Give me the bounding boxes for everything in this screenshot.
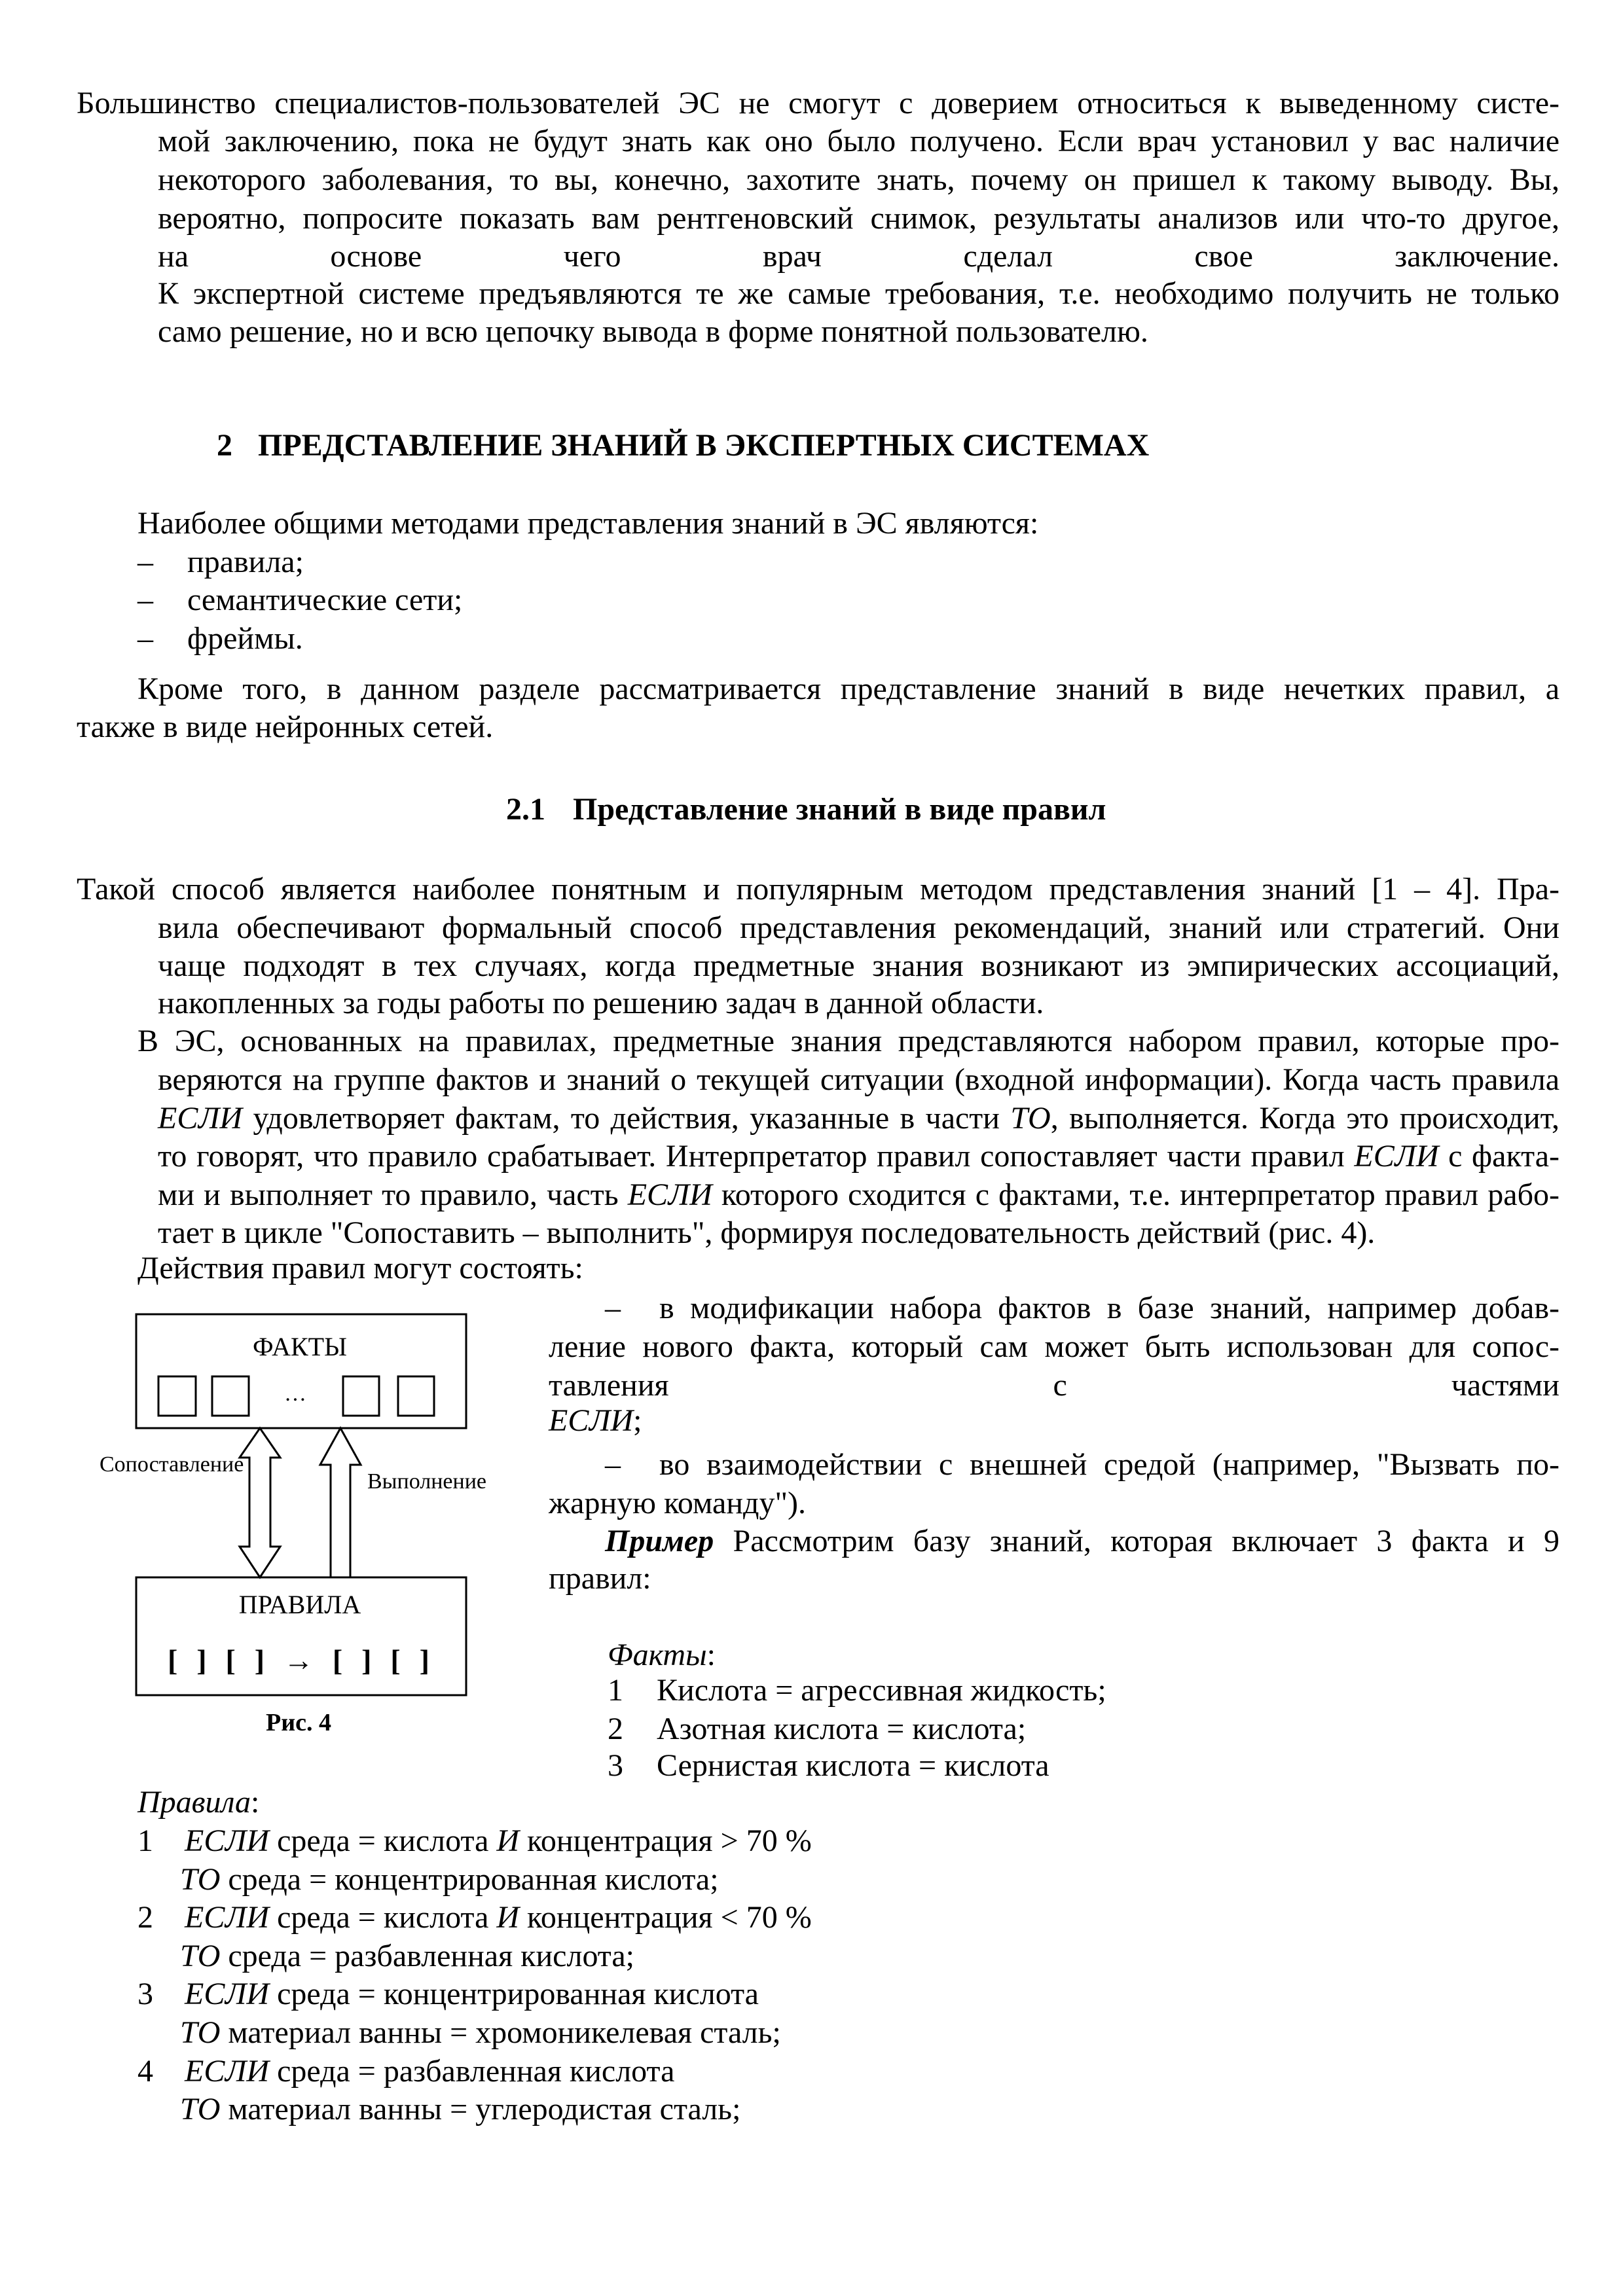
- emphasis-text: Факты: [608, 1638, 707, 1672]
- text-segment: концентрация > 70 %: [519, 1823, 812, 1858]
- item-number: 2: [608, 1712, 623, 1746]
- emphasis-text: ЕСЛИ: [158, 1101, 243, 1136]
- text-segment: , выполняется. Когда это происходит,: [1050, 1101, 1559, 1136]
- emphasis-text: И: [496, 1900, 520, 1935]
- text-segment: среда = разбавленная кислота: [269, 2054, 675, 2089]
- list-bullet-dash: –: [137, 583, 153, 617]
- text-segment: жарную команду").: [549, 1486, 807, 1520]
- text-segment: материал ванны = хромоникелевая сталь;: [220, 2015, 781, 2050]
- list-bullet-dash: –: [605, 1447, 621, 1482]
- text-segment: тает в цикле "Сопоставить – выполнить", формируя последовательность действий (рис. 4).: [158, 1215, 1376, 1250]
- emphasis-text: ТО: [1010, 1101, 1051, 1136]
- text-segment: во взаимодействии с внешней средой (например, "Вызвать по-: [659, 1447, 1559, 1482]
- execution-label: Выполнение: [367, 1469, 487, 1494]
- emphasis-text: ТО: [180, 2092, 221, 2126]
- text-segment: :: [706, 1638, 716, 1672]
- text-segment: среда = концентрированная кислота: [269, 1977, 759, 2011]
- facts-ellipsis: …: [284, 1382, 306, 1406]
- text-segment: также в виде нейронных сетей.: [77, 709, 494, 744]
- text-segment: с факта-: [1438, 1139, 1560, 1174]
- text-segment: материал ванны = углеродистая сталь;: [220, 2092, 741, 2126]
- text-segment: Большинство специалистов-пользователей ЭС не смогут с доверием относиться к выведенному систе-: [77, 86, 1559, 120]
- text-segment: правила;: [187, 545, 304, 579]
- rule-pattern: [ ] [ ] → [ ] [ ]: [168, 1643, 429, 1677]
- item-number: 4: [137, 2054, 153, 2089]
- fact-slot-4: [398, 1376, 434, 1416]
- text-segment: Наиболее общими методами представления знаний в ЭС являются:: [137, 506, 1039, 541]
- item-number: 2: [137, 1900, 153, 1935]
- fact-slot-3: [343, 1376, 379, 1416]
- emphasis-text: ЕСЛИ: [185, 1977, 270, 2011]
- text-segment: в модификации набора фактов в базе знаний, например добав-: [659, 1291, 1559, 1325]
- fact-slot-1: [158, 1376, 196, 1416]
- item-number: 1: [608, 1673, 623, 1708]
- text-segment: которого сходится с фактами, т.е. интерпретатор правил рабо-: [712, 1177, 1559, 1212]
- fact-slot-2: [212, 1376, 249, 1416]
- emphasis-text: И: [496, 1823, 520, 1858]
- emphasis-text: ЕСЛИ: [1354, 1139, 1439, 1174]
- text-segment: чаще подходят в тех случаях, когда предметные знания возникают из эмпирических ассоциаций,: [158, 948, 1559, 983]
- emphasis-text: ТО: [180, 2015, 221, 2050]
- text-segment: среда = разбавленная кислота;: [220, 1939, 635, 1973]
- text-segment: тавления с частями: [549, 1368, 1559, 1403]
- text-segment: ;: [633, 1403, 642, 1438]
- text-segment: Кислота = агрессивная жидкость;: [657, 1673, 1106, 1708]
- emphasis-text: ЕСЛИ: [185, 1900, 270, 1935]
- text-segment: на основе чего врач сделал свое заключение.: [158, 239, 1559, 274]
- emphasis-text: ЕСЛИ: [549, 1403, 634, 1438]
- text-segment: Представление знаний в виде правил: [573, 792, 1106, 827]
- emphasis-text: ТО: [180, 1862, 221, 1897]
- item-number: 1: [137, 1823, 153, 1858]
- emphasis-text: Пример: [605, 1524, 714, 1558]
- text-segment: то говорят, что правило срабатывает. Интерпретатор правил сопоставляет части правил: [158, 1139, 1355, 1174]
- text-segment: вероятно, попросите показать вам рентгеновский снимок, результаты анализов или что-то другое,: [158, 201, 1559, 236]
- text-segment: Кроме того, в данном разделе рассматривается представление знаний в виде нечетких правил, а: [137, 672, 1559, 706]
- text-segment: ми и выполняет то правило, часть: [158, 1177, 628, 1212]
- text-segment: среда = кислота: [269, 1900, 497, 1935]
- list-bullet-dash: –: [137, 621, 153, 656]
- text-segment: К экспертной системе предъявляются те же самые требования, т.е. необходимо получить не только: [158, 276, 1559, 311]
- emphasis-text: ЕСЛИ: [185, 2054, 270, 2089]
- figure-caption: Рис. 4: [266, 1709, 331, 1736]
- matching-double-arrow: [240, 1428, 280, 1577]
- execution-up-arrow: [320, 1428, 361, 1577]
- facts-label: ФАКТЫ: [253, 1332, 347, 1361]
- list-bullet-dash: –: [605, 1291, 621, 1325]
- text-segment: Сернистая кислота = кислота: [657, 1748, 1049, 1783]
- item-number: 2: [217, 428, 232, 463]
- text-segment: В ЭС, основанных на правилах, предметные знания представляются набором правил, которые про-: [137, 1024, 1559, 1058]
- text-segment: :: [251, 1785, 260, 1820]
- text-segment: некоторого заболевания, то вы, конечно, захотите знать, почему он пришел к такому выводу. Вы,: [158, 162, 1559, 197]
- matching-label: Сопоставление: [100, 1452, 244, 1477]
- text-segment: Азотная кислота = кислота;: [657, 1712, 1027, 1746]
- text-segment: веряются на группе фактов и знаний о текущей ситуации (входной информации). Когда часть правила: [158, 1062, 1559, 1097]
- list-bullet-dash: –: [137, 545, 153, 579]
- text-segment: само решение, но и всю цепочку вывода в форме понятной пользователю.: [158, 314, 1148, 349]
- text-segment: Рассмотрим базу знаний, которая включает 3 факта и 9: [714, 1524, 1559, 1558]
- text-segment: вила обеспечивают формальный способ представления рекомендаций, знаний или стратегий. Они: [158, 910, 1559, 945]
- text-segment: ление нового факта, который сам может быть использован для сопос-: [549, 1329, 1559, 1364]
- item-number: 2.1: [506, 792, 545, 827]
- emphasis-text: ЕСЛИ: [627, 1177, 712, 1212]
- text-segment: концентрация < 70 %: [519, 1900, 812, 1935]
- emphasis-text: Правила: [137, 1785, 251, 1820]
- text-segment: ПРЕДСТАВЛЕНИЕ ЗНАНИЙ В ЭКСПЕРТНЫХ СИСТЕМАХ: [258, 428, 1150, 463]
- text-segment: фреймы.: [187, 621, 303, 656]
- item-number: 3: [137, 1977, 153, 2011]
- rules-label: ПРАВИЛА: [238, 1590, 361, 1619]
- text-segment: правил:: [549, 1561, 651, 1596]
- emphasis-text: ТО: [180, 1939, 221, 1973]
- text-segment: Такой способ является наиболее понятным и популярным методом представления знаний [1 – 4]. Пра-: [77, 872, 1559, 906]
- item-number: 3: [608, 1748, 623, 1783]
- text-segment: удовлетворяет фактам, то действия, указанные в части: [242, 1101, 1011, 1136]
- emphasis-text: ЕСЛИ: [185, 1823, 270, 1858]
- text-segment: среда = концентрированная кислота;: [220, 1862, 719, 1897]
- text-segment: накопленных за годы работы по решению задач в данной области.: [158, 986, 1044, 1020]
- text-segment: семантические сети;: [187, 583, 463, 617]
- text-segment: мой заключению, пока не будут знать как оно было получено. Если врач установил у вас наличие: [158, 124, 1559, 158]
- text-segment: среда = кислота: [269, 1823, 497, 1858]
- text-segment: Действия правил могут состоять:: [137, 1251, 583, 1285]
